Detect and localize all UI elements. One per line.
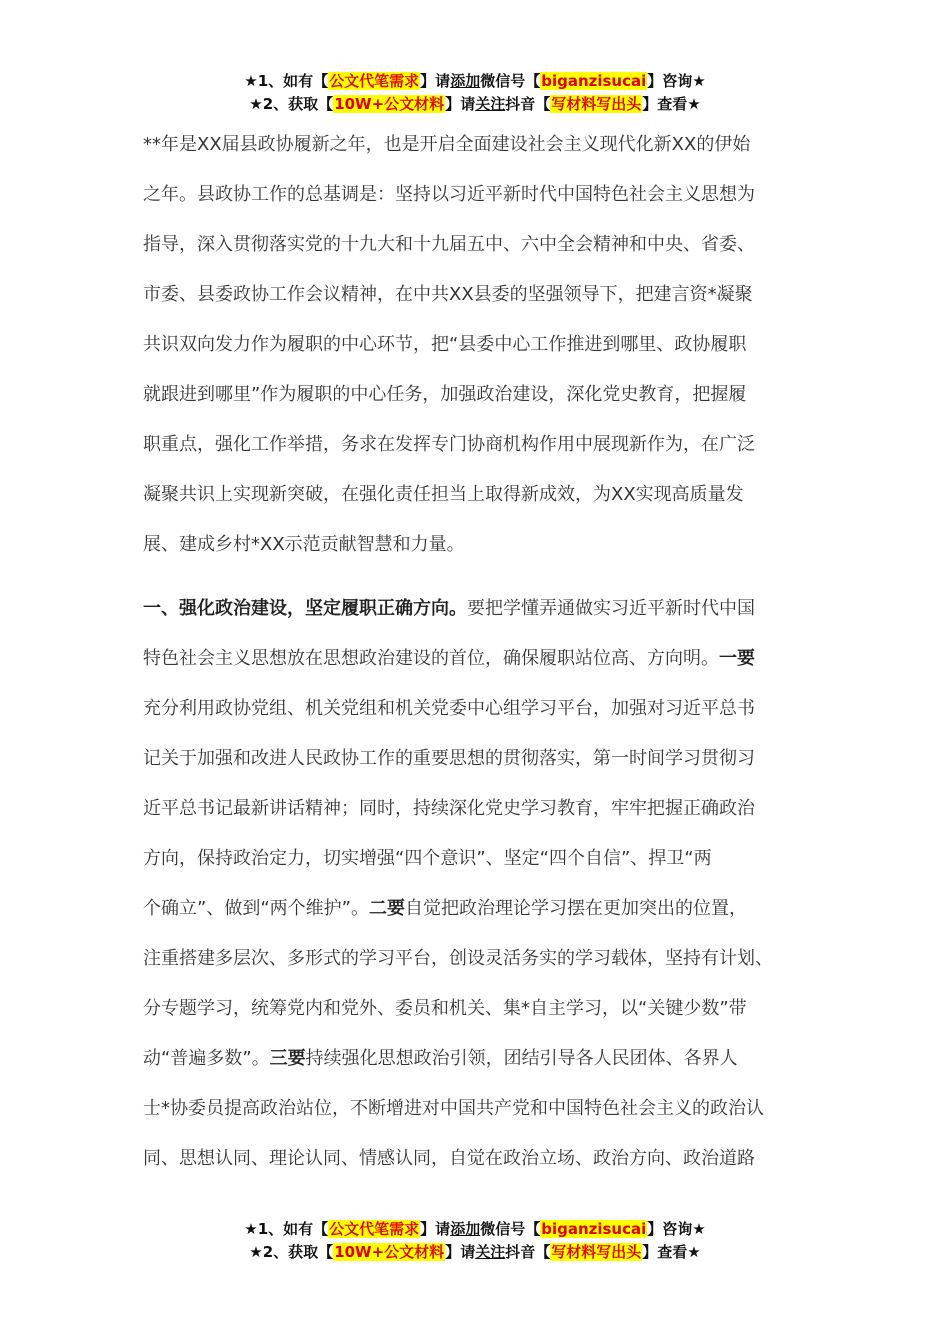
text-line: 分专题学习，统筹党内和党外、委员和机关、集*自主学习，以“关键少数”带 — [143, 998, 747, 1019]
banner-text: ★1、如有【 — [244, 1220, 329, 1238]
banner-text: 】请 — [445, 95, 476, 113]
bold-marker: 三要 — [269, 1048, 306, 1069]
banner-text: 】查看★ — [642, 1243, 701, 1261]
paragraph-intro — [143, 120, 815, 570]
banner-text: 抖音【 — [505, 95, 551, 113]
banner-text: 微信号【 — [480, 72, 541, 90]
footer-banner — [0, 1218, 950, 1264]
banner-text: 】请 — [420, 1220, 451, 1238]
text-run: 要把学懂弄通做实习近平新时代中国 — [467, 598, 755, 619]
banner-text: ★1、如有【 — [244, 72, 329, 90]
highlight-douyin: 写材料写出头 — [551, 1243, 642, 1261]
text-line — [143, 584, 815, 634]
text-line: 职重点，强化工作举措，务求在发挥专门协商机构作用中展现新作为，在广泛 — [143, 434, 755, 455]
text-line: 共识双向发力作为履职的中心环节，把“县委中心工作推进到哪里、政协履职 — [143, 334, 747, 355]
underlined-follow: 关注 — [475, 1243, 506, 1261]
highlight-material: 10W+公文材料 — [334, 95, 445, 113]
underlined-add: 添加 — [450, 72, 481, 90]
text-line: 市委、县委政协工作会议精神，在中共XX县委的坚强领导下，把建言资*凝聚 — [143, 284, 753, 305]
document-body — [143, 120, 815, 1184]
text-run: 特色社会主义思想放在思想政治建设的首位，确保履职站位高、方向明。 — [143, 648, 719, 669]
highlight-material: 10W+公文材料 — [334, 1243, 445, 1261]
text-line: **年是XX届县政协履新之年，也是开启全面建设社会主义现代化新XX的伊始 — [143, 134, 751, 155]
text-line: 充分利用政协党组、机关党组和机关党委中心组学习平台，加强对习近平总书 — [143, 698, 755, 719]
banner-line-2 — [0, 93, 950, 116]
banner-line-2 — [0, 1241, 950, 1264]
section-heading: 一、强化政治建设，坚定履职正确方向。 — [143, 598, 467, 619]
banner-text: 微信号【 — [480, 1220, 541, 1238]
highlight-douyin: 写材料写出头 — [551, 95, 642, 113]
text-run: 自觉把政治理论学习摆在更加突出的位置， — [404, 898, 747, 919]
banner-text: 】请 — [445, 1243, 476, 1261]
text-line: 就跟进到哪里”作为履职的中心任务，加强政治建设，深化党史教育，把握履 — [143, 384, 747, 405]
bold-marker: 一要 — [719, 648, 755, 669]
text-run: 持续强化思想政治引领，团结引导各人民团体、各界人 — [305, 1048, 738, 1069]
banner-line-1 — [0, 70, 950, 93]
banner-text: 抖音【 — [505, 1243, 551, 1261]
banner-text: 】咨询★ — [647, 72, 706, 90]
highlight-service: 公文代笔需求 — [329, 1220, 420, 1238]
text-line — [143, 884, 815, 934]
text-line — [143, 1034, 815, 1084]
text-line: 记关于加强和改进人民政协工作的重要思想的贯彻落实，第一时间学习贯彻习 — [143, 748, 755, 769]
banner-text: 】查看★ — [642, 95, 701, 113]
text-line: 士*协委员提高政治站位，不断增进对中国共产党和中国特色社会主义的政治认 — [143, 1098, 764, 1119]
text-line: 指导，深入贯彻落实党的十九大和十九届五中、六中全会精神和中央、省委、 — [143, 234, 755, 255]
text-run: 动“普遍多数”。 — [143, 1048, 270, 1069]
banner-text: 】咨询★ — [647, 1220, 706, 1238]
underlined-follow: 关注 — [475, 95, 506, 113]
header-banner — [0, 70, 950, 116]
bold-marker: 二要 — [368, 898, 405, 919]
highlight-wechat-id: biganzisucai — [541, 1220, 647, 1238]
banner-line-1 — [0, 1218, 950, 1241]
text-line: 凝聚共识上实现新突破，在强化责任担当上取得新成效，为XX实现高质量发 — [143, 484, 744, 505]
highlight-wechat-id: biganzisucai — [541, 72, 647, 90]
text-line: 近平总书记最新讲话精神；同时，持续深化党史学习教育，牢牢把握正确政治 — [143, 798, 755, 819]
highlight-service: 公文代笔需求 — [329, 72, 420, 90]
text-run: 个确立”、做到“两个维护”。 — [143, 898, 369, 919]
text-line — [143, 634, 815, 684]
underlined-add: 添加 — [450, 1220, 481, 1238]
text-line: 注重搭建多层次、多形式的学习平台，创设灵活务实的学习载体，坚持有计划、 — [143, 948, 773, 969]
text-line: 展、建成乡村*XX示范贡献智慧和力量。 — [143, 534, 465, 555]
text-line: 之年。县政协工作的总基调是：坚持以习近平新时代中国特色社会主义思想为 — [143, 184, 755, 205]
text-line: 方向，保持政治定力，切实增强“四个意识”、坚定“四个自信”、捍卫“两 — [143, 848, 712, 869]
banner-text: ★2、获取【 — [249, 1243, 334, 1261]
banner-text: 】请 — [420, 72, 451, 90]
paragraph-section-1 — [143, 584, 815, 1184]
text-line: 同、思想认同、理论认同、情感认同，自觉在政治立场、政治方向、政治道路 — [143, 1148, 755, 1169]
banner-text: ★2、获取【 — [249, 95, 334, 113]
